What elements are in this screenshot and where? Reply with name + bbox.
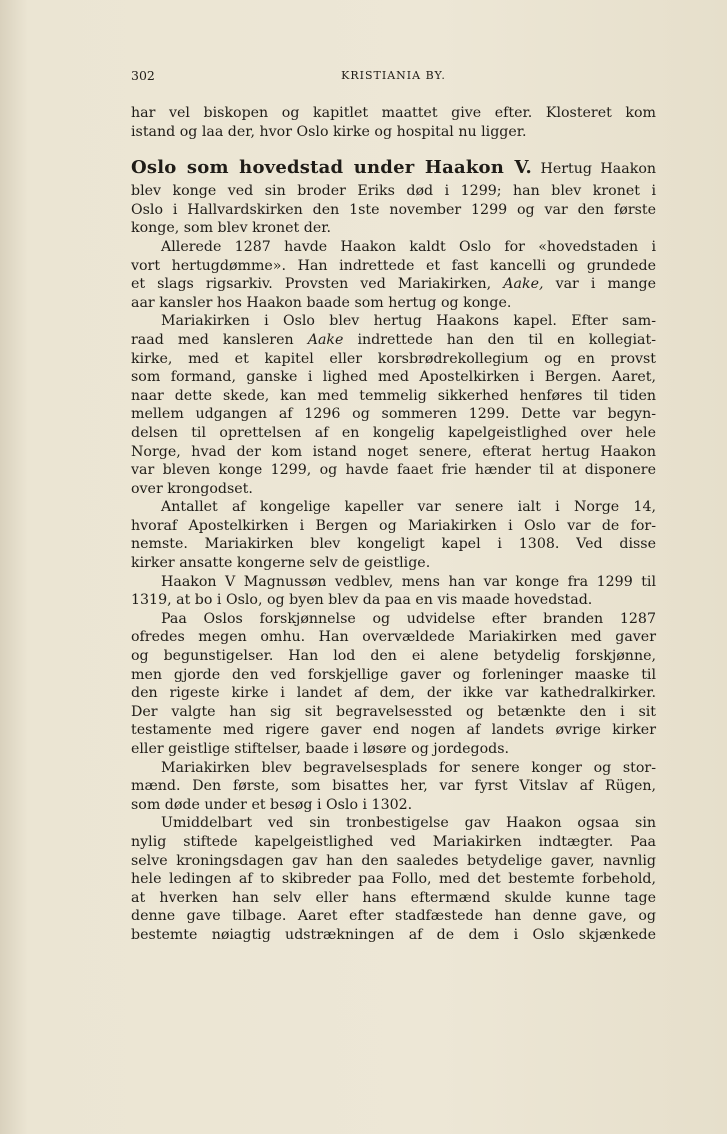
text-line: bestemte nøiagtig udstrækningen af de dem i Oslo skjænkede	[131, 926, 656, 943]
text-line: hele ledingen af to skibreder paa Follo, med det bestemte forbehold,	[131, 871, 656, 888]
text-line: kirker ansatte kongerne selv de geistlige.	[131, 555, 431, 572]
text-line: over krongodset.	[131, 480, 253, 497]
text-line: ofredes megen omhu. Han overvældede Mariakirken med gaver	[131, 629, 656, 646]
text-line: aar kansler hos Haakon baade som hertug og konge.	[131, 294, 512, 311]
text-line: konge, som blev kronet der.	[131, 220, 331, 237]
text-line: Umiddelbart ved sin tronbestigelse gav Haakon ogsaa sin	[161, 815, 656, 832]
text-line: blev konge ved sin broder Eriks død i 1299; han blev kronet i	[131, 183, 656, 200]
section-heading: Oslo som hovedstad under Haakon V.	[131, 157, 532, 179]
italic-name: Aake	[307, 331, 344, 348]
text-line: Oslo i Hallvardskirken den 1ste november 1299 og var den første	[131, 201, 656, 218]
text-line: Paa Oslos forskjønnelse og udvidelse efter branden 1287	[161, 610, 656, 627]
text-line: Norge, hvad der kom istand noget senere, efterat hertug Haakon	[131, 443, 656, 460]
text-line: og begunstigelser. Han lod den ei alene betydelig forskjønne,	[131, 648, 656, 665]
text-line: Mariakirken i Oslo blev hertug Haakons kapel. Efter sam-	[161, 313, 656, 330]
text-line: Der valgte han sig sit begravelsessted og betænkte den i sit	[131, 703, 656, 720]
text-line: Allerede 1287 havde Haakon kaldt Oslo for «hovedstaden i	[161, 238, 656, 255]
text-line: istand og laa der, hvor Oslo kirke og hospital nu ligger.	[131, 123, 527, 140]
text-line: vort hertugdømme». Han indrettede et fast kancelli og grundede	[131, 257, 656, 274]
text-line: kirke, med et kapitel eller korsbrødrekollegium og en provst	[131, 350, 656, 367]
page-number: 302	[131, 68, 155, 83]
text-line: at hverken han selv eller hans eftermænd skulde kunne tage	[131, 889, 656, 906]
text-line: testamente med rigere gaver end nogen af landets øvrige kirker	[131, 722, 656, 739]
text-line: nemste. Mariakirken blev kongeligt kapel i 1308. Ved disse	[131, 536, 656, 553]
running-title: KRISTIANIA BY.	[341, 69, 446, 82]
text-line: denne gave tilbage. Aaret efter stadfæstede han denne gave, og	[131, 908, 656, 925]
text-line: som formand, ganske i lighed med Apostelkirken i Bergen. Aaret,	[131, 369, 656, 386]
section-heading-line	[131, 154, 656, 182]
italic-name: Aake,	[503, 276, 544, 293]
text-line: nylig stiftede kapelgeistlighed ved Mariakirken indtægter. Paa	[131, 833, 656, 850]
text-line: mænd. Den første, som bisattes her, var fyrst Vitslav af Rügen,	[131, 778, 656, 795]
text-line: selve kroningsdagen gav han den saaledes betydelige gaver, navnlig	[131, 852, 656, 869]
text-line: var bleven konge 1299, og havde faaet frie hænder til at disponere	[131, 462, 656, 479]
heading-continuation: Hertug Haakon	[540, 161, 656, 178]
page-header	[131, 68, 656, 88]
text-line: 1319, at bo i Oslo, og byen blev da paa en vis maade hovedstad.	[131, 592, 593, 609]
text-line: raad med kansleren Aake indrettede han den til en kollegiat-	[131, 331, 656, 348]
page-body	[131, 104, 656, 945]
text-line: mellem udgangen af 1296 og sommeren 1299. Dette var begyn-	[131, 406, 656, 423]
text-line: hvoraf Apostelkirken i Bergen og Mariakirken i Oslo var de for-	[131, 517, 656, 534]
text-line: naar dette skede, kan med temmelig sikkerhed henføres til tiden	[131, 387, 656, 404]
text-line: Haakon V Magnussøn vedblev, mens han var konge fra 1299 til	[161, 573, 656, 590]
text-line: som døde under et besøg i Oslo i 1302.	[131, 796, 413, 813]
text-line: eller geistlige stiftelser, baade i løsøre og jordegods.	[131, 741, 509, 757]
text-line: Antallet af kongelige kapeller var senere ialt i Norge 14,	[161, 499, 656, 516]
text-line: et slags rigsarkiv. Provsten ved Mariakirken, Aake, var i mange	[131, 276, 657, 293]
text-line: har vel biskopen og kapitlet maattet give efter. Klosteret kom	[131, 105, 656, 121]
text-line: men gjorde den ved forskjellige gaver og forleninger maaske til	[131, 666, 656, 683]
text-line: delsen til oprettelsen af en kongelig kapelgeistlighed over hele	[131, 424, 656, 441]
text-line: den rigeste kirke i landet af dem, der ikke var kathedralkirker.	[131, 685, 656, 702]
text-line: Mariakirken blev begravelsesplads for senere konger og stor-	[161, 759, 656, 776]
